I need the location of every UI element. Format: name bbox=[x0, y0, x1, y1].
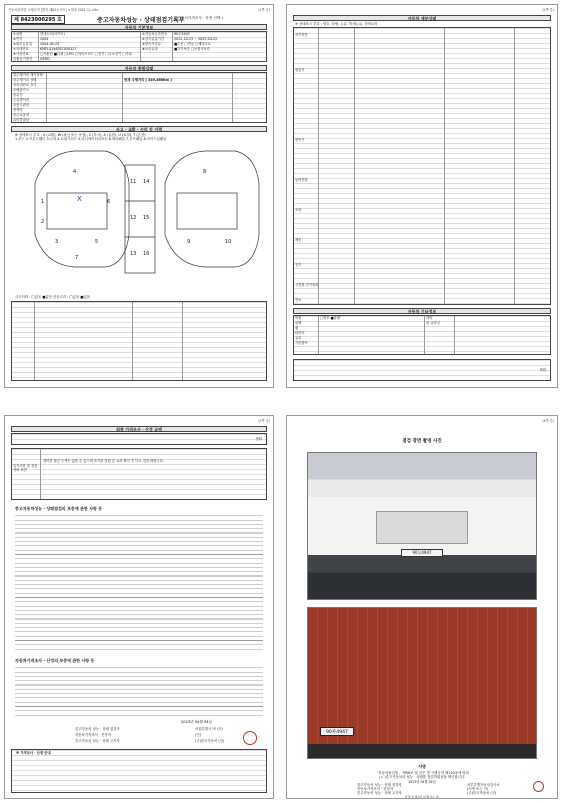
accident-status: 사고이력 : □있음 ■없음 단순수리 : □있음 ■없음 bbox=[15, 295, 91, 299]
accident-items: 1.후드 2.프론트휀더 3.도어 4.트렁크리드 5.라디에이터서포트 6.쿼터패널 7.루프패널 8.사이드실패널 bbox=[15, 137, 167, 141]
condition-checkbox: □양호 ■불량 bbox=[320, 316, 341, 320]
accident-legend: ※ 상태표시 부호 : X (교환), W (판금 또는 용접), C (부식), A (흠집), U (요철), T (손상) bbox=[15, 133, 146, 137]
price-unit: 만원 bbox=[539, 368, 546, 372]
document-subtitle: ( 자동차가격조사 · 산정 선택 ) bbox=[175, 16, 223, 20]
signer-name: (주)한국자동차 (인) bbox=[195, 739, 225, 743]
signer-name: (주)한국자동차 (인) bbox=[467, 791, 497, 795]
info-label: ④검사유효기간 bbox=[142, 37, 165, 41]
basic-info-table bbox=[11, 31, 267, 62]
license-plate: 90루4947 bbox=[401, 549, 442, 556]
signer-name: (서명 또는 인) bbox=[467, 787, 489, 791]
info-label: ①차명 bbox=[13, 32, 23, 36]
detail-legend: ※ 상태표시 부호 : 양호, 불량, 누유, 미세누유, 정비요망 bbox=[295, 22, 378, 26]
frame-label: 14 bbox=[143, 179, 150, 185]
mileage-value: 현재 주행거리 [ 349,460Km ] bbox=[124, 78, 172, 82]
price-notice-box bbox=[11, 749, 267, 793]
truck-front-photo bbox=[307, 452, 537, 600]
signer-role: 자동차가격조사 · 산정자 bbox=[75, 733, 111, 737]
other-info-table bbox=[293, 315, 551, 355]
status-row-label: ⑫주행거리 계기상태 bbox=[13, 73, 43, 77]
signer-role: 중고자동차 성능 · 상태 고지자 bbox=[75, 739, 120, 743]
sign-date: 2023년 04월 04일 bbox=[408, 780, 436, 784]
signature-heading: 서명 bbox=[418, 764, 426, 769]
frame-label: 15 bbox=[143, 215, 150, 221]
form-reference: 자동차관리법 시행규칙 [별지 제82호서식] <개정 2021.11.19> bbox=[8, 8, 99, 12]
price-guarantee-heading: 자동차가격조사 · 산정의 보증에 관한 사항 등 bbox=[15, 658, 95, 663]
notice-text-block bbox=[15, 513, 263, 653]
page-number: (4쪽 중) bbox=[542, 419, 554, 423]
status-row-label: ⑳주요옵션 bbox=[13, 113, 30, 117]
frame-label: 13 bbox=[130, 251, 137, 257]
info-label: ⑨사용연료 bbox=[13, 52, 29, 56]
page-number: (2쪽 중) bbox=[542, 8, 554, 12]
truck-grille bbox=[376, 511, 467, 543]
other-label: 기본품목 bbox=[295, 341, 308, 345]
status-row-label: ⑬주행거리 상태 bbox=[13, 78, 37, 82]
detail-group-label: 전기 bbox=[295, 263, 302, 267]
info-value: □가솔린 ■디젤 □LPG □하이브리드 □전기 □수소전기 □기타 bbox=[40, 52, 132, 56]
signer-role: 중고자동차 성능 · 상태 고지자 bbox=[357, 791, 402, 795]
frame-label: 3 bbox=[55, 239, 59, 245]
page-number: (3쪽 중) bbox=[258, 419, 270, 423]
info-value: KMFLA19APSC050527 bbox=[40, 47, 77, 51]
detail-group-label: 동력전달 bbox=[295, 178, 308, 182]
price-unit: 만원 bbox=[255, 437, 262, 441]
signer-name: 서울특별시 ㈜ (인) bbox=[195, 727, 223, 731]
company-seal bbox=[243, 731, 257, 745]
section-accident-history: 사고 · 교환 · 수리 등 이력 bbox=[11, 126, 267, 132]
frame-label: 16 bbox=[143, 251, 150, 257]
info-label: ③연식 bbox=[13, 37, 23, 41]
signer-name: 서부특별자동차검사소 bbox=[467, 783, 500, 787]
page-header bbox=[287, 5, 557, 13]
info-label: ⑥변속기종류 bbox=[142, 42, 161, 46]
status-row-label: ⑭차대번호 표기 bbox=[13, 83, 37, 87]
frame-label: 2 bbox=[41, 219, 45, 225]
page-number: (1쪽 중) bbox=[258, 8, 270, 12]
car-outline-rear bbox=[165, 151, 259, 267]
sign-date: 2023년 04월 04일 bbox=[181, 720, 212, 724]
status-row-label: ㉑리콜대상 bbox=[13, 118, 30, 122]
buyer-signature-line: 년 월 일 매수인 (서명 또는 인) bbox=[404, 796, 440, 799]
frame-label: 7 bbox=[75, 255, 79, 261]
other-label: 휠 bbox=[295, 326, 299, 330]
info-label: ⑦차대번호 bbox=[13, 47, 29, 51]
frame-label: 5 bbox=[95, 239, 99, 245]
section-final-price: 최종 가격조사 · 산정 금액 bbox=[11, 426, 267, 432]
info-label: ⑤최초등록일 bbox=[13, 42, 32, 46]
page-3 bbox=[4, 415, 274, 799]
page-2 bbox=[286, 4, 558, 388]
detail-group-label: 제동 bbox=[295, 238, 302, 242]
price-notice-heading: ※ 가격조사 · 산정 안내 bbox=[16, 751, 51, 755]
other-label: 타이어 bbox=[295, 331, 305, 335]
section-overall-status: 자동차 종합상태 bbox=[11, 65, 267, 71]
section-detail-status: 자동차 세부상태 bbox=[293, 15, 551, 21]
section-basic-info: 자동차 기본정보 bbox=[11, 24, 267, 30]
notice-heading: 중고자동차성능 · 상태점검의 보증에 관한 사항 등 bbox=[15, 506, 103, 511]
company-seal bbox=[533, 781, 544, 792]
document-title: 중고자동차성능 · 상태점검기록부 bbox=[97, 17, 185, 24]
detail-group-label: 고전원 전기장치 bbox=[295, 283, 319, 287]
info-value: 90루4947 bbox=[174, 32, 190, 36]
info-value: ■자가보증 □보험사보증 bbox=[174, 47, 210, 51]
cabin-outline-rear bbox=[177, 193, 237, 229]
other-label: 룸 클리닝 bbox=[426, 321, 440, 325]
frame-label: 12 bbox=[130, 215, 137, 221]
special-notes-label: 특기사항 및 점검자의 의견 bbox=[13, 464, 38, 472]
exchange-mark: X bbox=[77, 195, 82, 203]
other-label: 외장 bbox=[295, 316, 302, 320]
final-price-table bbox=[11, 433, 267, 445]
overall-status-table bbox=[11, 72, 267, 123]
truck-rear-photo bbox=[307, 607, 537, 759]
frame-label: 8 bbox=[203, 169, 207, 175]
page-4 bbox=[286, 415, 558, 799]
vehicle-diagram bbox=[15, 143, 265, 293]
frame-label: 4 bbox=[73, 169, 77, 175]
page-header bbox=[5, 5, 273, 13]
signer-name: (인) bbox=[195, 733, 201, 737]
frame-label: 11 bbox=[130, 179, 137, 185]
info-value: 2004-04-23 bbox=[40, 42, 60, 46]
damage-table bbox=[11, 301, 267, 381]
detail-group-label: 조향 bbox=[295, 208, 302, 212]
car-outline-front bbox=[35, 151, 129, 267]
status-row-label: ⑯튜닝 bbox=[13, 93, 23, 97]
frame-label: 6 bbox=[107, 199, 111, 205]
info-value: ■수동 □자동 □세미오토 bbox=[174, 42, 211, 46]
photo-title: 점검 장면 촬영 사진 bbox=[402, 439, 442, 444]
info-value: 현대트럭(마이티) bbox=[40, 32, 65, 36]
info-value: D4DD bbox=[40, 57, 50, 61]
info-label: ②자동차등록번호 bbox=[142, 32, 168, 36]
price-guarantee-text bbox=[15, 665, 263, 717]
detail-group-label: 연료 bbox=[295, 298, 302, 302]
detail-group-label: 자기진단 bbox=[295, 33, 308, 37]
notes-table bbox=[293, 359, 551, 381]
page-1 bbox=[4, 4, 274, 388]
signer-role: 자동차가격조사 · 산정자 bbox=[357, 787, 393, 791]
detail-group-label: 원동기 bbox=[295, 68, 305, 72]
detail-group-label: 변속기 bbox=[295, 138, 305, 142]
detail-status-table bbox=[293, 27, 551, 305]
frame-label: 10 bbox=[225, 239, 232, 245]
info-value: 2004 bbox=[40, 37, 49, 41]
info-label: ⑧보증유형 bbox=[142, 47, 158, 51]
status-row-label: ⑮배출가스 bbox=[13, 88, 30, 92]
other-label: 광택 bbox=[295, 321, 302, 325]
other-label: 내장 bbox=[426, 316, 433, 320]
frame-label: 1 bbox=[41, 199, 45, 205]
status-row-label: ⑲색상 bbox=[13, 108, 23, 112]
status-row-label: ⑱용도변경 bbox=[13, 103, 30, 107]
status-row-label: ⑰특별이력 bbox=[13, 98, 30, 102]
legal-statement: 「자동차관리법」 제58조 및 같은 법 시행규칙 제120조에 따라 bbox=[375, 771, 469, 775]
document-number: 제 8423000295 호 bbox=[11, 15, 65, 24]
other-label: 유리 bbox=[295, 336, 302, 340]
frame-label: 9 bbox=[187, 239, 191, 245]
page-header bbox=[287, 416, 557, 424]
special-notes-value: 경미한 판금 도색은 있을 수 있으며 표기된 알림 중 교차 확인 후 다시 점검 바랍니다. bbox=[43, 459, 164, 463]
section-other-info: 자동차 기타정보 bbox=[293, 308, 551, 314]
truck-bumper bbox=[308, 744, 536, 758]
license-plate: 90루4947 bbox=[320, 727, 354, 736]
special-notes-table bbox=[11, 448, 267, 500]
info-label: ⑪원동기형식 bbox=[13, 57, 33, 61]
info-value: 2022-10-23 ~ 2023-04-22 bbox=[174, 37, 218, 41]
legal-statement-2: ( √ )중고자동차의 성능 · 상태를 점검하였음을 확인합니다. bbox=[378, 775, 466, 779]
page-header bbox=[5, 416, 273, 424]
signer-role: 중고자동차 성능 · 상태 점검자 bbox=[75, 727, 120, 731]
signer-role: 중고자동차 성능 · 상태 점검자 bbox=[357, 783, 402, 787]
